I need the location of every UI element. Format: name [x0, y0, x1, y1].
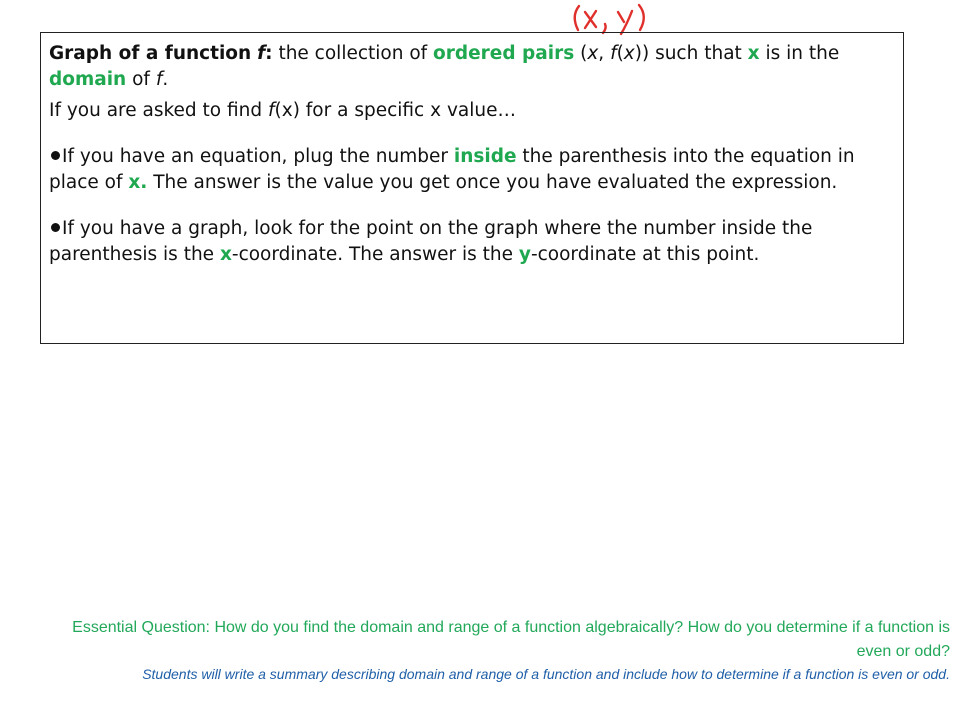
function-graph-definition: Graph of a function f: the collection of ordered pairs (x, f(x)) such that x is in the domain of f. [49, 43, 840, 90]
ordered-pairs-highlight: ordered pairs [433, 43, 575, 64]
essential-question: Essential Question: How do you find the domain and range of a function algebraically? How do you determine if a function is even or odd? [72, 619, 950, 660]
definition-box [40, 32, 904, 344]
graph-bullet: If you have a graph, look for the point on the graph where the number inside the parenthesis is the x-coordinate. The answer is the y-coordinate at this point. [49, 218, 813, 265]
instruction-intro: If you are asked to find f(x) for a specific x value… [49, 100, 516, 121]
bullet-icon [51, 223, 60, 232]
equation-bullet: If you have an equation, plug the number inside the parenthesis into the equation in place of x. The answer is the value you get once you have evaluated the expression. [49, 146, 855, 193]
student-objective: Students will write a summary describing domain and range of a function and include how to determine if a function is even or odd. [142, 666, 950, 682]
inside-highlight: inside [453, 146, 517, 167]
bullet-icon [51, 151, 60, 160]
footer [50, 616, 950, 684]
domain-highlight: domain [49, 69, 127, 90]
handwritten-annotation [565, 0, 655, 36]
definition-term: Graph of a function [49, 43, 252, 64]
